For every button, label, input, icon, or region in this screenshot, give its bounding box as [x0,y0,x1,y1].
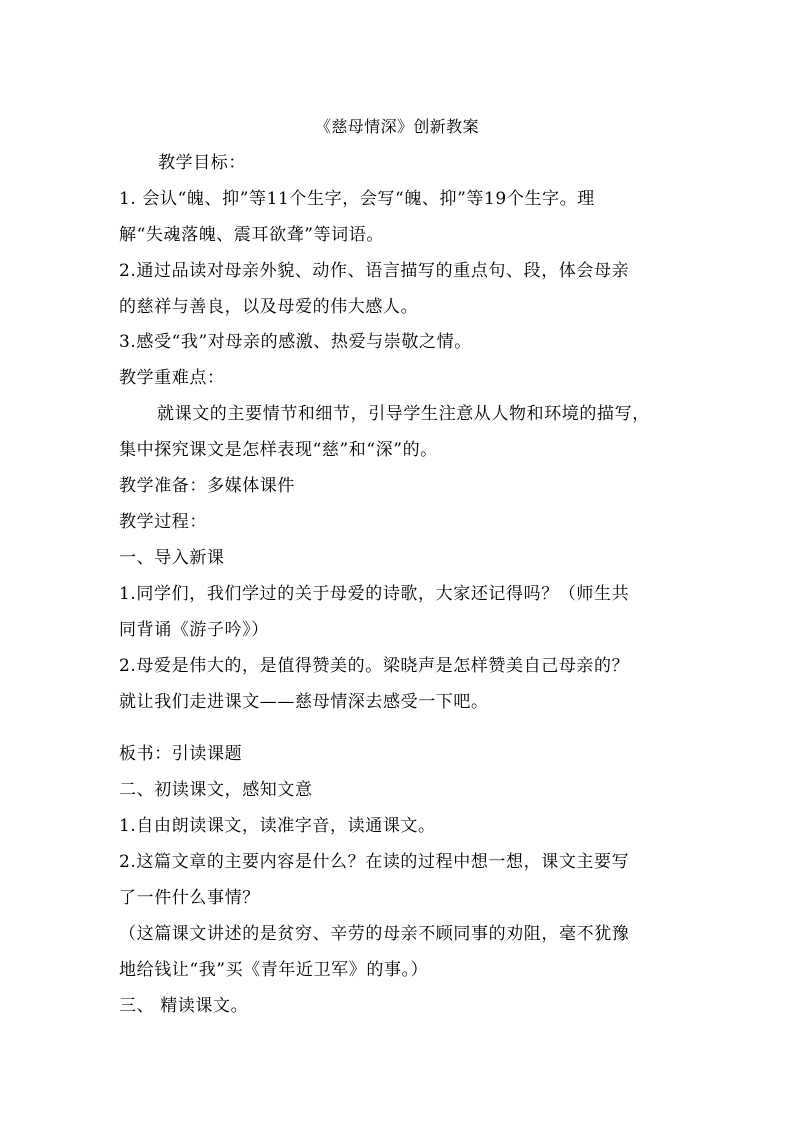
text-line: （这篇课文讲述的是贫穷、辛劳的母亲不顾同事的劝阻，毫不犹豫 [119,924,630,944]
text-line: 3.感受“我”对母亲的感激、热爱与崇敬之情。 [119,332,472,352]
text-line: 1. 会认“魄、抑”等11个生字，会写“魄、抑”等19个生字。理 [119,189,595,209]
text-line: 就课文的主要情节和细节，引导学生注意从人物和环境的描写， [157,404,650,424]
text-line: 集中探究课文是怎样表现“慈”和“深”的。 [119,440,438,460]
text-line: 1.自由朗读课文，读准字音，读通课文。 [119,816,436,836]
section-heading-objectives: 教学目标： [158,153,246,173]
text-line: 解“失魂落魄、震耳欲聋”等词语。 [119,225,384,245]
text-line: 就让我们走进课文——慈母情深去感受一下吧。 [119,692,489,712]
section-heading-process: 教学过程： [119,512,207,532]
text-line: 板书：引读课题 [119,744,243,764]
text-line: 同背诵《游子吟》） [119,620,269,640]
text-line: 1.同学们，我们学过的关于母爱的诗歌，大家还记得吗？（师生共 [119,584,630,604]
section-heading-part-three: 三、 精读课文。 [119,996,249,1016]
section-heading-preparation: 教学准备：多媒体课件 [119,476,295,496]
section-heading-key-points: 教学重难点： [119,368,225,388]
section-heading-part-one: 一、导入新课 [119,548,225,568]
section-heading-part-two: 二、初读课文，感知文意 [119,780,313,800]
text-line: 2.通过品读对母亲外貌、动作、语言描写的重点句、段，体会母亲 [119,261,630,281]
text-line: 的慈祥与善良，以及母爱的伟大感人。 [119,297,419,317]
text-line: 地给钱让“我”买《青年近卫军》的事。） [119,960,429,980]
text-line: 2.这篇文章的主要内容是什么？在读的过程中想一想，课文主要写 [119,852,630,872]
text-line: 2.母爱是伟大的，是值得赞美的。梁晓声是怎样赞美自己母亲的？ [119,656,630,676]
document-title: 《慈母情深》创新教案 [314,117,479,136]
text-line: 了一件什么事情？ [119,888,260,908]
